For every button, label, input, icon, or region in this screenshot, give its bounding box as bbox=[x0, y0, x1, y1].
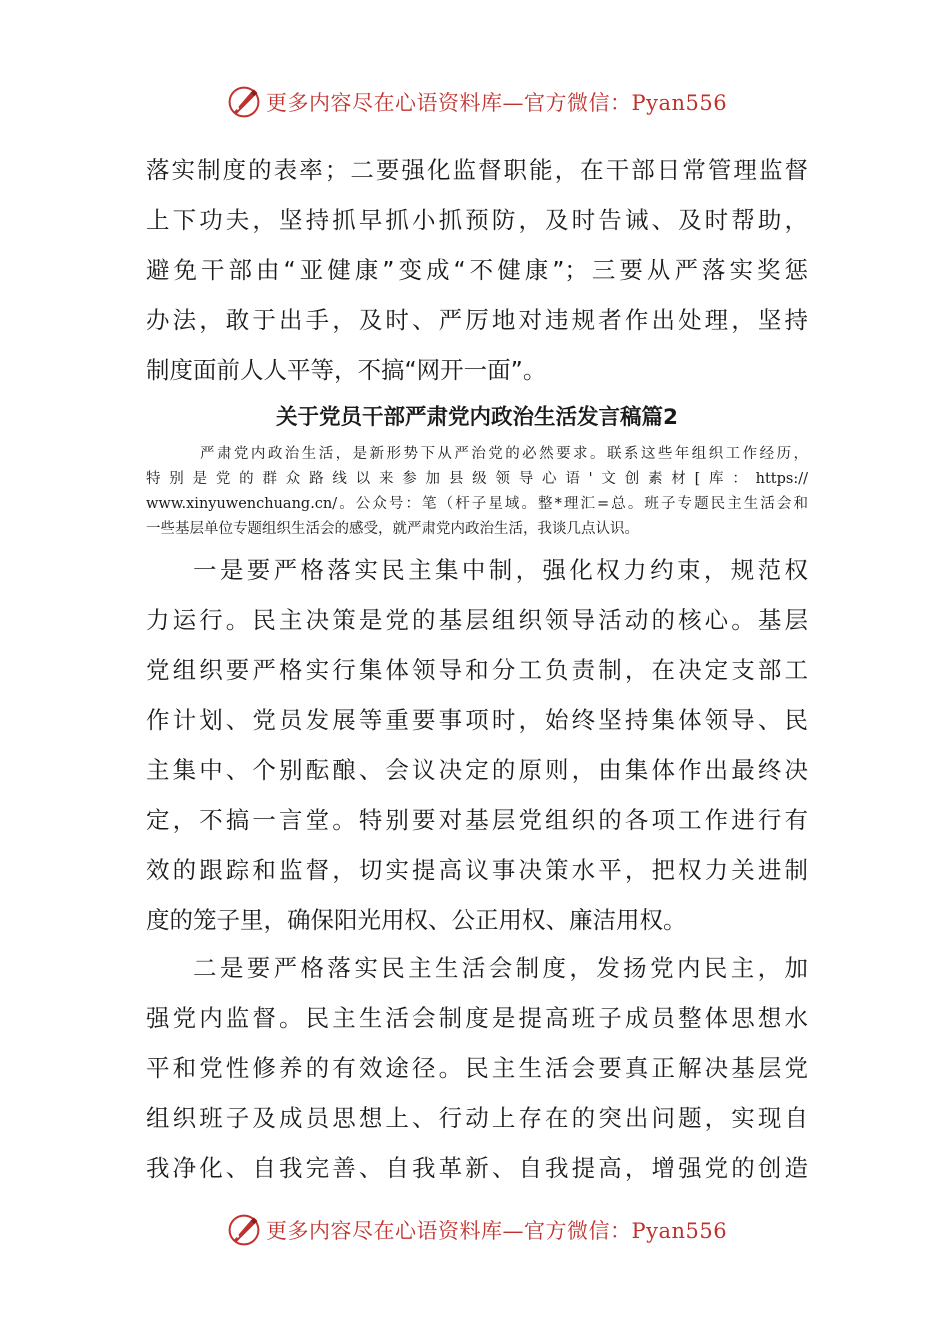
intro-line: 严肃党内政治生活，是新形势下从严治党的必然要求。联系这些年组织工作经历， bbox=[200, 446, 808, 462]
section-heading: 关于党员干部严肃党内政治生活发言稿篇2 bbox=[276, 405, 678, 430]
pen-nib-logo-icon bbox=[226, 84, 262, 120]
header-banner bbox=[226, 80, 727, 124]
text-line: 强党内监督。民主生活会制度是提高班子成员整体思想水 bbox=[146, 1004, 808, 1032]
text-line: 力运行。民主决策是党的基层组织领导活动的核心。基层 bbox=[146, 606, 808, 634]
paragraph-one bbox=[146, 545, 808, 945]
pen-nib-logo-icon bbox=[226, 1212, 262, 1248]
text-line: 组织班子及成员思想上、行动上存在的突出问题，实现自 bbox=[146, 1104, 808, 1132]
text-line: 避免干部由“亚健康”变成“不健康”；三要从严落实奖惩 bbox=[146, 256, 808, 284]
footer-banner bbox=[226, 1208, 727, 1252]
text-line: 落实制度的表率；二要强化监督职能，在干部日常管理监督 bbox=[146, 156, 808, 184]
text-line: 效的跟踪和监督，切实提高议事决策水平，把权力关进制 bbox=[146, 856, 808, 884]
banner-text: 更多内容尽在心语资料库—官方微信：Pyan556 bbox=[266, 1219, 728, 1243]
paragraph-two bbox=[146, 943, 808, 1193]
text-line: 我净化、自我完善、自我革新、自我提高，增强党的创造 bbox=[146, 1154, 808, 1182]
text-line: 制度面前人人平等，不搞“网开一面”。 bbox=[146, 356, 547, 384]
text-line: 定，不搞一言堂。特别要对基层党组织的各项工作进行有 bbox=[146, 806, 808, 834]
text-line: 办法，敢于出手，及时、严厉地对违规者作出处理，坚持 bbox=[146, 306, 808, 334]
text-line: 度的笼子里，确保阳光用权、公正用权、廉洁用权。 bbox=[146, 906, 687, 934]
text-line: 平和党性修养的有效途径。民主生活会要真正解决基层党 bbox=[146, 1054, 808, 1082]
text-line: 二是要严格落实民主生活会制度，发扬党内民主，加 bbox=[193, 954, 808, 982]
banner-text: 更多内容尽在心语资料库—官方微信：Pyan556 bbox=[266, 91, 728, 115]
text-line: 党组织要严格实行集体领导和分工负责制，在决定支部工 bbox=[146, 656, 808, 684]
intro-line: www.xinyuwenchuang.cn/。公众号：笔（杆子星域。整*理汇=总。班子专题民主生活会和 bbox=[146, 496, 808, 512]
intro-line: 一些基层单位专题组织生活会的感受，就严肃党内政治生活，我谈几点认识。 bbox=[146, 521, 639, 537]
intro-line: 特别是党的群众路线以来参加县级领导心语'文创素材[库：https:// bbox=[146, 471, 808, 487]
text-line: 上下功夫，坚持抓早抓小抓预防，及时告诫、及时帮助， bbox=[146, 206, 808, 234]
intro-paragraph bbox=[146, 442, 808, 542]
text-line: 主集中、个别酝酿、会议决定的原则，由集体作出最终决 bbox=[146, 756, 808, 784]
text-line: 作计划、党员发展等重要事项时，始终坚持集体领导、民 bbox=[146, 706, 808, 734]
text-line: 一是要严格落实民主集中制，强化权力约束，规范权 bbox=[193, 556, 808, 584]
top-paragraph bbox=[146, 145, 808, 395]
